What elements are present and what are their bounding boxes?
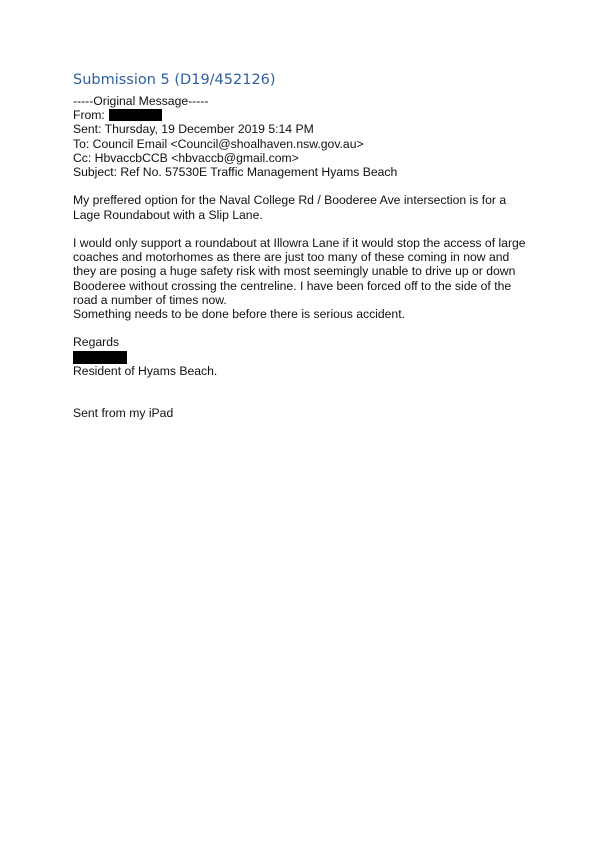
paragraph1-line: Lage Roundabout with a Slip Lane. <box>73 207 263 222</box>
spacer <box>73 378 543 392</box>
paragraph2-line: Something needs to be done before there is serious accident. <box>73 307 405 322</box>
to-line: To: Council Email <Council@shoalhaven.nsw.gov.au> <box>73 136 364 151</box>
spacer <box>73 321 543 335</box>
spacer <box>73 222 543 236</box>
paragraph2-line: they are posing a huge safety risk with most seemingly unable to drive up or down <box>73 264 516 279</box>
redacted-sender-block <box>109 109 162 121</box>
signature-role: Resident of Hyams Beach. <box>73 363 218 378</box>
email-body <box>73 94 543 421</box>
subject-line: Subject: Ref No. 57530E Traffic Management Hyams Beach <box>73 165 398 180</box>
spacer <box>73 392 543 406</box>
spacer <box>73 179 543 193</box>
submission-heading: Submission 5 (D19/452126) <box>73 72 276 88</box>
paragraph2-line: Booderee without crossing the centreline. I have been forced off to the side of the <box>73 278 512 293</box>
from-line <box>73 108 543 122</box>
paragraph2-line: coaches and motorhomes as there are just too many of these coming in now and <box>73 250 510 265</box>
original-message-marker: -----Original Message----- <box>73 94 209 108</box>
sent-from-footer: Sent from my iPad <box>73 406 174 421</box>
from-label: From: <box>73 108 105 123</box>
redacted-name-block <box>73 351 127 364</box>
paragraph1-line: My preffered option for the Naval College Rd / Booderee Ave intersection is for a <box>73 193 507 208</box>
signature-line <box>73 350 543 364</box>
cc-line: Cc: HbvaccbCCB <hbvaccb@gmail.com> <box>73 150 299 165</box>
sent-line: Sent: Thursday, 19 December 2019 5:14 PM <box>73 122 314 137</box>
paragraph2-line: I would only support a roundabout at Illowra Lane if it would stop the access of large <box>73 236 526 250</box>
closing-regards: Regards <box>73 335 120 350</box>
paragraph2-line: road a number of times now. <box>73 292 227 307</box>
